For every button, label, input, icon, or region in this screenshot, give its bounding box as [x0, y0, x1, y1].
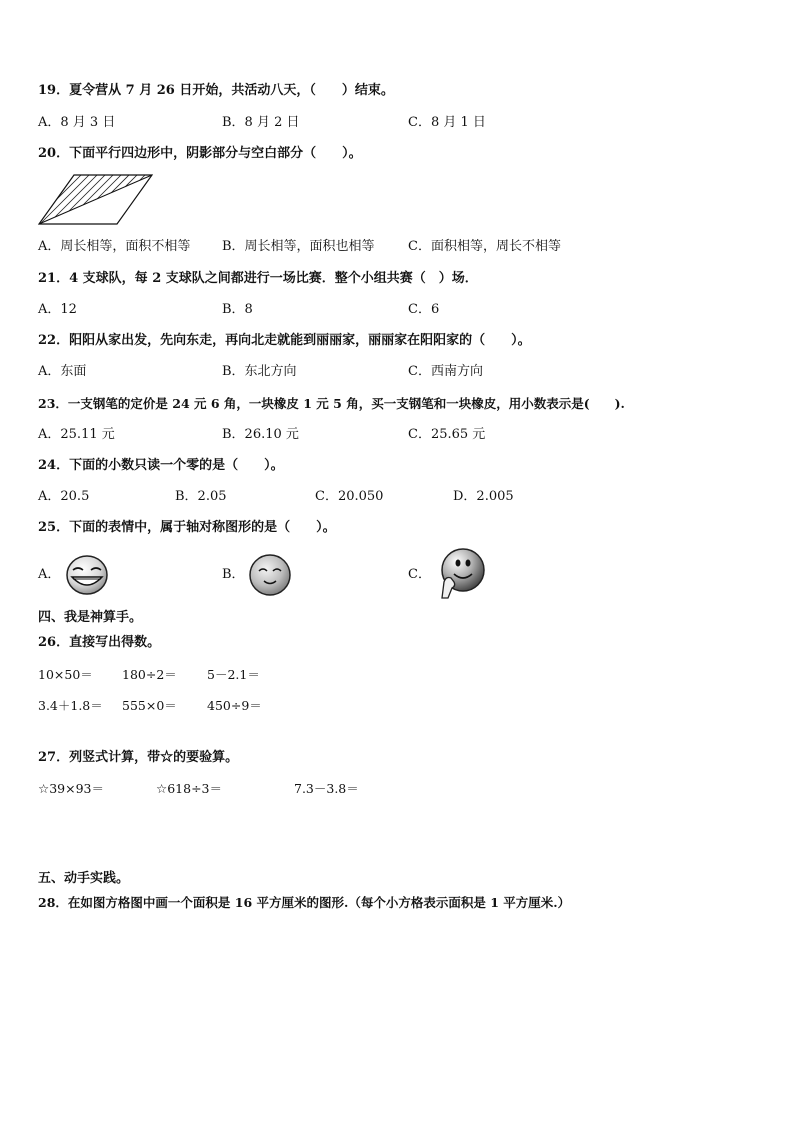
q22-option-a: A．东面: [38, 364, 87, 379]
q22-option-c: C．西南方向: [408, 364, 483, 379]
q22-text: 22．阳阳从家出发，先向东走，再向北走就能到丽丽家，丽丽家在阳阳家的（ ）。: [38, 333, 531, 348]
q20-text: 20．下面平行四边形中，阴影部分与空白部分（ ）。: [38, 146, 362, 161]
q23-option-a: A．25.11 元: [38, 427, 115, 442]
q25-option-a: A．: [38, 567, 61, 582]
q21-text: 21．4 支球队，每 2 支球队之间都进行一场比赛．整个小组共赛（ ）场．: [38, 271, 478, 286]
q23-text: 23．一支钢笔的定价是 24 元 6 角，一块橡皮 1 元 5 角，买一支钢笔和一块橡皮，用小数表示是( ).: [38, 396, 625, 411]
q25-option-b: B．: [222, 567, 245, 582]
section4-title: 四、我是神算手。: [38, 610, 143, 625]
q26-item: 180÷2＝: [122, 667, 177, 682]
q27-item: 7.3－3.8＝: [294, 781, 359, 796]
q24-option-c: C．20.050: [315, 489, 384, 504]
q23-option-c: C．25.65 元: [408, 427, 486, 442]
q25-text: 25．下面的表情中，属于轴对称图形的是（ ）。: [38, 520, 336, 535]
q27-text: 27．列竖式计算，带☆的要验算。: [38, 750, 239, 765]
grinning-face-icon: [64, 553, 110, 597]
q21-option-c: C．6: [408, 302, 440, 317]
q24-option-d: D．2.005: [453, 489, 514, 504]
q24-option-b: B．2.05: [175, 489, 227, 504]
q20-option-a: A．周长相等，面积不相等: [38, 239, 191, 254]
q20-option-b: B．周长相等，面积也相等: [222, 239, 375, 254]
parallelogram-figure: [36, 174, 156, 226]
thinking-face-icon: [434, 546, 486, 600]
section5-title: 五、动手实践。: [38, 871, 130, 886]
shy-face-icon: [247, 552, 293, 598]
q20-option-c: C．面积相等，周长不相等: [408, 239, 561, 254]
q22-option-b: B．东北方向: [222, 364, 297, 379]
q19-text: 19．夏令营从 7 月 26 日开始，共活动八天，（ ）结束。: [38, 83, 394, 98]
q26-item: 3.4＋1.8＝: [38, 698, 103, 713]
q19-option-b: B．8 月 2 日: [222, 115, 300, 130]
q24-option-a: A．20.5: [38, 489, 90, 504]
q26-item: 10×50＝: [38, 667, 93, 682]
q21-option-a: A．12: [38, 302, 77, 317]
q24-text: 24．下面的小数只读一个零的是（ ）。: [38, 458, 284, 473]
q26-text: 26．直接写出得数。: [38, 635, 161, 650]
q19-option-a: A．8 月 3 日: [38, 115, 116, 130]
q26-item: 5－2.1＝: [207, 667, 260, 682]
q26-item: 450÷9＝: [207, 698, 262, 713]
q19-option-c: C．8 月 1 日: [408, 115, 486, 130]
q21-option-b: B．8: [222, 302, 253, 317]
q28-text: 28．在如图方格图中画一个面积是 16 平方厘米的图形.（每个小方格表示面积是 1 平方厘米.）: [38, 895, 571, 910]
q27-item: ☆618÷3＝: [156, 781, 222, 796]
q27-item: ☆39×93＝: [38, 781, 104, 796]
q25-option-c: C．: [408, 567, 431, 582]
q26-item: 555×0＝: [122, 698, 177, 713]
q23-option-b: B．26.10 元: [222, 427, 299, 442]
